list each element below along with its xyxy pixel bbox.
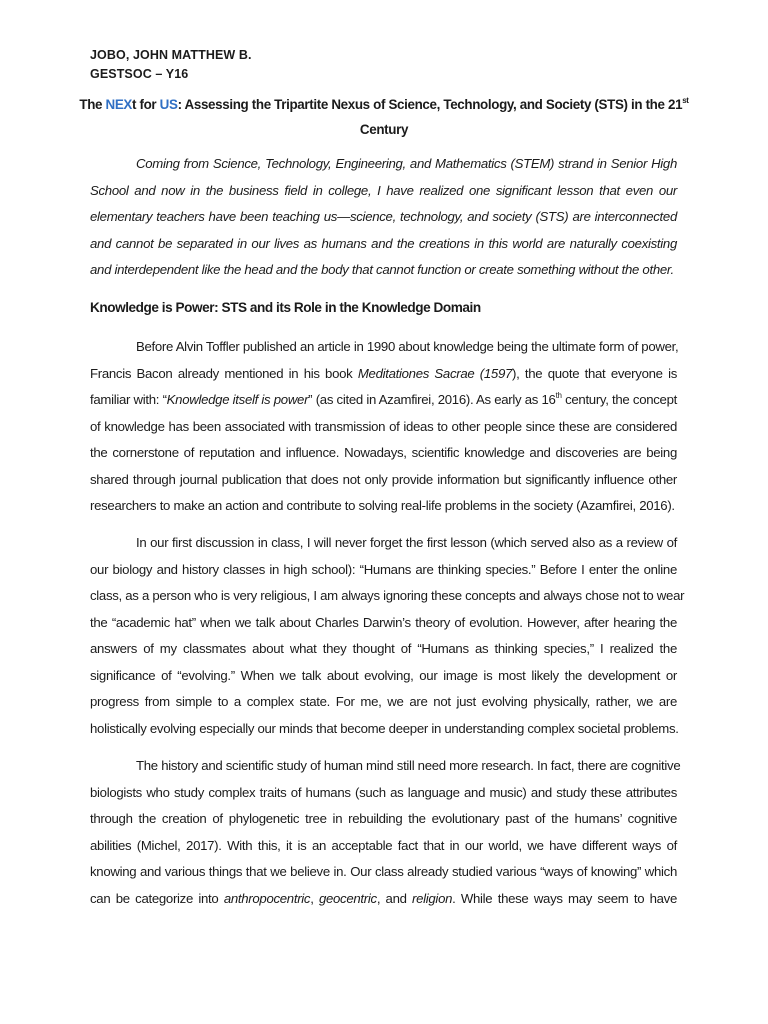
text-run: , — [310, 890, 319, 906]
paragraph-line: the “academic hat” when we talk about Charles Darwin’s theory of evolution. However, after hearing the — [90, 614, 677, 630]
superscript: th — [555, 390, 562, 400]
paragraph-human-mind — [90, 753, 681, 912]
paragraph-line: Before Alvin Toffler published an article in 1990 about knowledge being the ultimate form of power, — [136, 339, 679, 354]
text-run: , and — [376, 890, 413, 906]
text-run: ), the quote that everyone is — [512, 365, 677, 381]
paragraph-line — [90, 361, 677, 388]
document-title-line2: Century — [359, 122, 409, 137]
intro-line: Coming from Science, Technology, Engineering, and Mathematics (STEM) strand in Senior High — [136, 156, 677, 171]
term-italic: religion — [412, 890, 453, 906]
text-run: ” (as cited in Azamfirei, 2016). As early as 16 — [308, 392, 556, 407]
paragraph-line: class, as a person who is very religious, I am always ignoring these concepts and always chose not to wear — [90, 588, 685, 603]
book-title-italic: Meditationes Sacrae (1597 — [357, 365, 513, 381]
paragraph-line: progress from simple to a complex state. For me, we are not just evolving physically, rather, we are — [90, 694, 677, 709]
paragraph-first-discussion — [90, 530, 685, 742]
paragraph-line: abilities (Michel, 2017). With this, it is an acceptable fact that in our world, we have different ways of — [90, 837, 677, 853]
paragraph-line: answers of my classmates about what they thought of “Humans as thinking species,” I realized the — [90, 641, 677, 656]
author-header — [90, 46, 252, 84]
paragraph-line: significance of “evolving.” When we talk about evolving, our image is most likely the development or — [90, 667, 677, 683]
title-t-for: t for — [132, 97, 160, 112]
paragraph-line: shared through journal publication that does not only provide information but significantly influence other — [90, 471, 677, 487]
title-rest: : Assessing the Tripartite Nexus of Science, Technology, and Society (STS) in the 21 — [177, 97, 683, 112]
paragraph-line: the cornerstone of reputation and influence. Nowadays, scientific knowledge and discoveries are being — [90, 445, 677, 460]
intro-line: elementary teachers have been teaching us—science, technology, and society (STS) are interconnected — [90, 209, 677, 224]
term-italic: anthropocentric — [223, 890, 311, 906]
intro-line: School and now in the business field in college, I have realized one significant lesson that even our — [90, 182, 677, 198]
document-title — [70, 97, 698, 112]
paragraph-line: researchers to make an action and contribute to solving real-life problems in the society (Azamfirei, 2016). — [90, 498, 675, 513]
title-us-highlight: US — [159, 97, 178, 112]
paragraph-line: knowing and various things that we believe in. Our class already studied various “ways of knowing” which — [90, 864, 677, 879]
course-code: GESTSOC – Y16 — [90, 67, 189, 81]
paragraph-line: holistically evolving especially our minds that become deeper in understanding complex societal problems. — [90, 720, 679, 736]
text-run: century, the concept — [561, 392, 677, 407]
paragraph-line: of knowledge has been associated with transmission of ideas to other people since these are considered — [90, 418, 677, 434]
intro-line: and interdependent like the head and the body that cannot function or create something without the other. — [90, 262, 674, 277]
text-run: familiar with: “ — [90, 392, 167, 407]
intro-line: and cannot be separated in our lives as humans and the creations in this world are naturally coexisting — [90, 235, 677, 251]
title-the: The — [79, 97, 106, 112]
text-run: can be categorize into — [90, 890, 224, 906]
paragraph-line: The history and scientific study of human mind still need more research. In fact, there are cognitive — [136, 758, 681, 773]
author-name: JOBO, JOHN MATTHEW B. — [90, 48, 252, 62]
paragraph-line: In our first discussion in class, I will never forget the first lesson (which served also as a review of — [136, 535, 677, 550]
paragraph-line: our biology and history classes in high school): “Humans are thinking species.” Before I enter the online — [90, 561, 677, 577]
title-superscript: st — [682, 95, 689, 105]
text-run: . While these ways may seem to have — [452, 890, 677, 906]
paragraph-line: through the creation of phylogenetic tree in rebuilding the evolutionary past of the humans’ cognitive — [90, 811, 677, 826]
paragraph-line — [90, 886, 677, 913]
section-heading: Knowledge is Power: STS and its Role in the Knowledge Domain — [90, 300, 481, 315]
paragraph-knowledge-power — [90, 334, 677, 520]
quote-italic: Knowledge itself is power — [166, 392, 309, 407]
paragraph-line — [90, 387, 677, 414]
title-nex-highlight: NEX — [105, 97, 132, 112]
text-run: Francis Bacon already mentioned in his book — [90, 365, 358, 381]
term-italic: geocentric — [318, 890, 377, 906]
paragraph-line: biologists who study complex traits of humans (such as language and music) and study these attributes — [90, 784, 677, 800]
intro-paragraph — [90, 151, 677, 284]
